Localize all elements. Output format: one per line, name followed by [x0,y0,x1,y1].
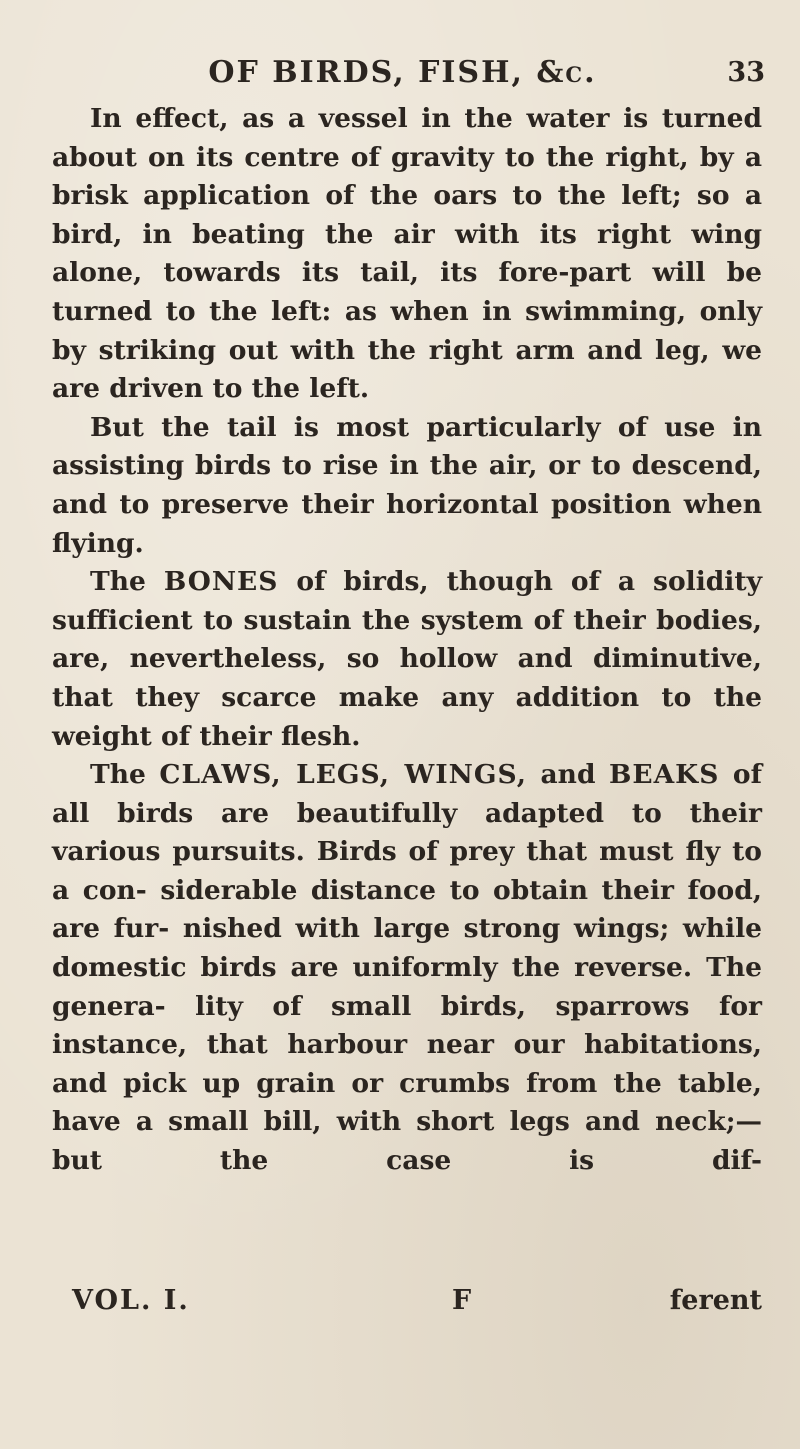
text-line: pursuits. Birds of prey that must fly to a con- [52,836,762,906]
text-line: nished with large strong wings; while domestic [52,913,762,984]
text-line: siderable distance to obtain their food, are fur- [52,874,762,945]
text-line: of [732,759,762,791]
signature-volume: VOL. I. [72,1285,190,1316]
text-line: birds are uniformly the reverse. The genera- [52,952,763,1022]
text-word: and [540,759,596,791]
paragraph-vessel [52,100,762,409]
text-line: alone, towards its tail, its fore-part will be [52,257,762,289]
text-line: of birds, though of a solidity [296,566,762,598]
paragraph-tail [52,409,762,563]
text-line-lead: The [90,566,146,598]
text-line: all birds are beautifully adapted to their various [52,797,762,868]
text-line: or crumbs from the table, have a small bill, [52,1067,762,1138]
text-line: In effect, as a vessel in the water is turned [90,103,762,134]
page-footer [72,1285,762,1325]
running-head: OF BIRDS, FISH, &c. [208,55,597,90]
text-line: are driven to the left. [52,373,370,405]
text-line: by striking out with the right arm and leg, we [52,334,762,366]
text-line: But the tail is most particularly of use in [90,411,762,443]
text-line: sufficient to sustain the system of their bodies, [52,604,762,636]
text-line: bird, in beating the air with its right wing [52,218,762,250]
catchword: ferent [669,1285,762,1316]
text-line: about on its centre of gravity to the right, by [52,141,734,173]
text-line: that they scarce make any addition to the weight [52,681,762,752]
body-text [52,100,762,1181]
page-header [40,55,765,95]
text-line: assisting birds to rise in the air, or to descend, [52,450,762,482]
text-line: and to preserve their horizontal position when [52,488,762,520]
signature-mark: F [452,1285,472,1316]
text-line: are, nevertheless, so hollow and diminutive, [52,643,762,675]
paragraph-claws [52,756,762,1181]
text-line: flying. [52,527,144,559]
text-line: turned to the left: as when in swimming, only [52,295,762,327]
text-line: a brisk application of the oars to the left; so a [52,141,762,212]
text-line: of their flesh. [161,720,361,752]
smallcaps-beaks: BEAKS [609,759,720,791]
smallcaps-claws: CLAWS, LEGS, WINGS, [159,759,527,791]
text-line-lead: The [90,759,146,791]
text-line: lity of small birds, sparrows for instance, that [52,990,762,1061]
paragraph-bones [52,563,762,756]
text-line: harbour near our habitations, and pick up grain [52,1029,762,1099]
smallcaps-bones: BONES [163,566,279,598]
text-line: with short legs and neck;—but the case is dif- [52,1106,763,1177]
page-number: 33 [727,57,765,88]
